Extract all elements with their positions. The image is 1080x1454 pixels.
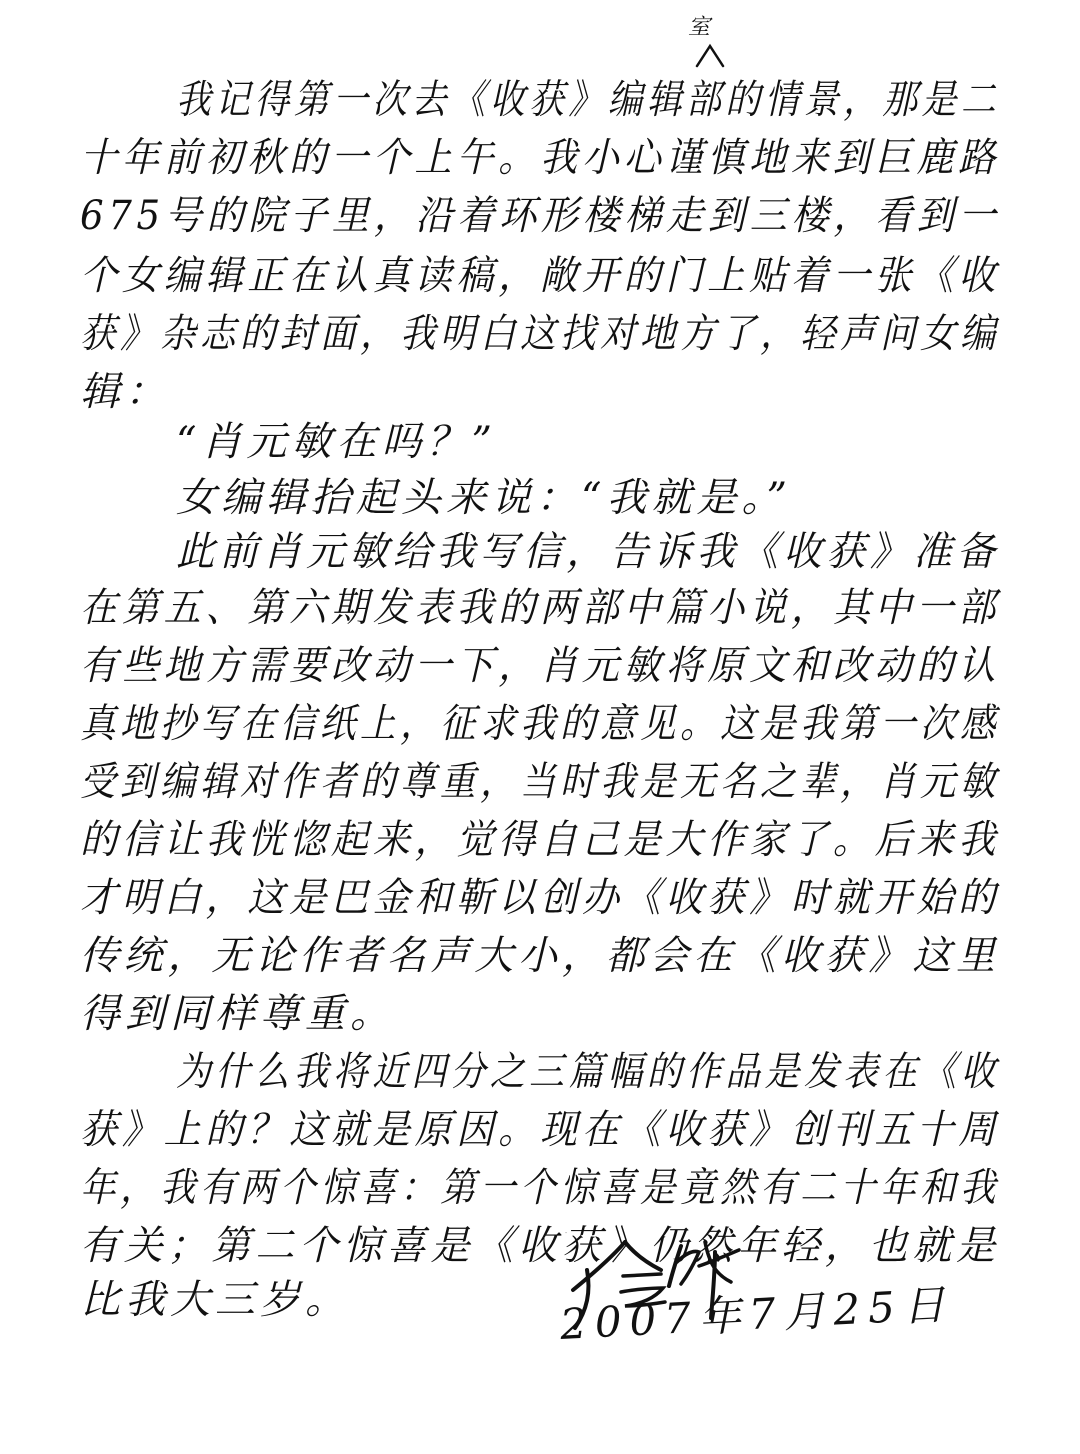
manuscript-line: 此前肖元敏给我写信，告诉我《收获》准备 [176,529,1000,575]
manuscript-line: 有关；第二个惊喜是《收获》仍然年轻，也就是 [80,1223,1000,1269]
manuscript-line: 女编辑抬起头来说：“我就是。” [176,475,792,521]
insertion-caret-icon [695,42,725,68]
manuscript-line: 辑： [80,369,170,415]
manuscript-line: 受到编辑对作者的尊重，当时我是无名之辈，肖元敏 [80,759,1001,805]
manuscript-line: 真地抄写在信纸上，征求我的意见。这是我第一次感 [80,701,1001,747]
manuscript-line: 675号的院子里，沿着环形楼梯走到三楼，看到一 [80,193,1001,239]
manuscript-line: 获》杂志的封面，我明白这找对地方了，轻声问女编 [80,311,1001,357]
manuscript-line: 才明白，这是巴金和靳以创办《收获》时就开始的 [80,875,1001,921]
letter-date: 2007年7月25日 [558,1279,954,1349]
manuscript-line: 比我大三岁。 [80,1277,350,1323]
manuscript-line: 的信让我恍惚起来，觉得自己是大作家了。后来我 [80,817,1001,863]
manuscript-line: 获》上的？这就是原因。现在《收获》创刊五十周 [80,1107,1001,1153]
manuscript-line: 年，我有两个惊喜：第一个惊喜是竟然有二十年和我 [80,1165,1001,1211]
manuscript-line: 为什么我将近四分之三篇幅的作品是发表在《收 [176,1049,1001,1095]
signature-text [565,1232,567,1234]
manuscript-line: “肖元敏在吗？” [176,419,497,465]
insertion-mark: 室 [688,15,711,40]
manuscript-line: 有些地方需要改动一下，肖元敏将原文和改动的认 [80,643,1001,689]
manuscript-line: 传统，无论作者名声大小，都会在《收获》这里 [80,933,1000,979]
manuscript-line: 得到同样尊重。 [80,991,395,1037]
manuscript-line: 在第五、第六期发表我的两部中篇小说，其中一部 [80,585,1001,631]
manuscript-line: 我记得第一次去《收获》编辑部的情景，那是二 [176,77,1001,123]
manuscript-line: 十年前初秋的一个上午。我小心谨慎地来到巨鹿路 [80,135,1001,181]
manuscript-line: 个女编辑正在认真读稿，敞开的门上贴着一张《收 [80,253,1001,299]
